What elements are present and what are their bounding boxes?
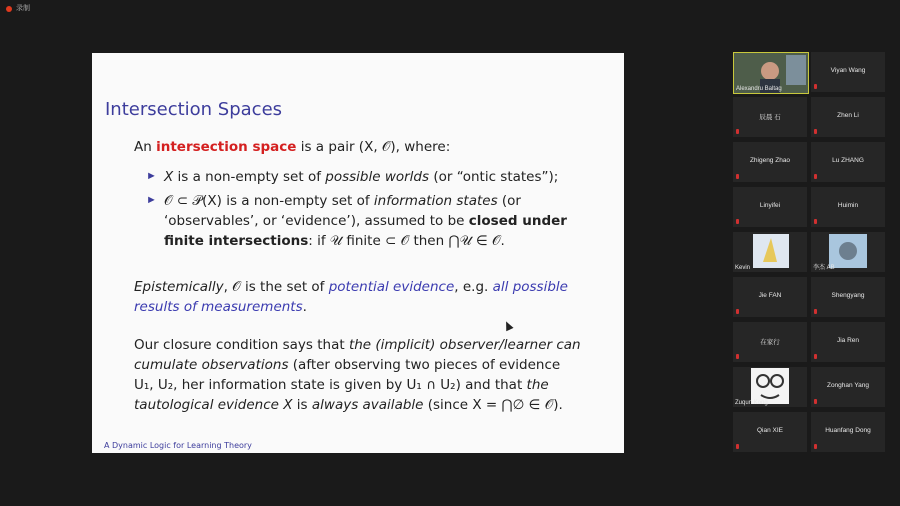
participant-tile[interactable] <box>811 52 885 92</box>
ep1-pe: potential evidence <box>328 279 455 295</box>
participant-tile[interactable] <box>811 232 885 272</box>
slide-title: Intersection Spaces <box>105 99 283 120</box>
mic-muted-icon <box>736 309 739 314</box>
cc4-t4: (since X = ⋂∅ ∈ 𝒪). <box>423 397 563 413</box>
participant-tile[interactable] <box>733 142 807 182</box>
participant-name: Jia Ren <box>836 337 860 344</box>
def-pre: An <box>134 139 157 155</box>
mic-muted-icon <box>814 129 817 134</box>
mic-muted-icon <box>736 354 739 359</box>
b2c-t1: : if 𝒰 finite ⊂ 𝒪 then ⋂𝒰 ∈ 𝒪. <box>308 233 505 249</box>
b2c-fi: finite intersections <box>164 233 309 249</box>
ep2-t: . <box>302 299 307 315</box>
participant-tile[interactable] <box>811 277 885 317</box>
def-post: is a pair (X, 𝒪), where: <box>296 139 451 155</box>
mic-muted-icon <box>736 129 739 134</box>
participant-name: Zuqun Kong <box>735 400 768 406</box>
participant-name: Shengyang <box>831 292 865 299</box>
b1-t1: is a non-empty set of <box>173 169 326 185</box>
participant-name: Lu ZHANG <box>832 157 864 164</box>
participant-tile[interactable] <box>733 232 807 272</box>
closure-line-4 <box>134 397 563 413</box>
mic-muted-icon <box>736 219 739 224</box>
participant-tile[interactable] <box>811 97 885 137</box>
closure-line-3 <box>134 377 549 393</box>
participant-name: Huanfang Dong <box>825 427 871 434</box>
bullet-1 <box>164 169 558 185</box>
participant-name: 辰晨 石 <box>759 114 781 121</box>
participant-tile[interactable] <box>811 142 885 182</box>
b2a-t2: (or <box>497 193 521 209</box>
b2b-t1: ‘observables’, or ‘evidence’), assumed to be <box>164 213 469 229</box>
participant-name: Huimin <box>837 202 859 209</box>
ep1-t2: , e.g. <box>454 279 493 295</box>
participant-name: Zhigeng Zhao <box>749 157 791 164</box>
participant-tile[interactable] <box>811 187 885 227</box>
participant-name: Linyifei <box>759 202 781 209</box>
participant-tile[interactable] <box>811 322 885 362</box>
participant-tile[interactable] <box>733 412 807 452</box>
ep2-rm: results of measurements <box>134 299 303 315</box>
def-term: intersection space <box>156 139 297 155</box>
mic-muted-icon <box>814 219 817 224</box>
b2a-is: information states <box>373 193 498 209</box>
b1-x: X <box>164 169 174 185</box>
cc4-t2: is <box>292 397 312 413</box>
bullet-arrow-icon: ► <box>146 170 157 182</box>
closure-line-1 <box>134 337 581 353</box>
b2a-t1: 𝒪 ⊂ 𝒫(X) is a non-empty set of <box>164 193 374 209</box>
mic-muted-icon <box>814 84 817 89</box>
participant-name: Qian XIE <box>756 427 783 434</box>
cc4-t3: always available <box>311 397 424 413</box>
participant-tile[interactable] <box>733 367 807 407</box>
cc4-t1: tautological evidence X <box>134 397 293 413</box>
ep1-ap: all possible <box>492 279 568 295</box>
epistemic-line-2 <box>134 299 307 315</box>
participant-video-tile[interactable] <box>733 52 809 94</box>
epistemic-line-1 <box>134 279 568 295</box>
recording-icon <box>6 6 12 12</box>
participant-tile[interactable] <box>811 412 885 452</box>
participant-tile[interactable] <box>733 187 807 227</box>
participant-tile[interactable] <box>733 97 807 137</box>
recording-label: 录制 <box>16 5 30 12</box>
participant-name: Jie FAN <box>758 292 782 299</box>
participant-name: Zonghan Yang <box>826 382 870 389</box>
top-bar <box>0 0 900 18</box>
bullet-2-line-2 <box>164 213 567 229</box>
mic-muted-icon <box>736 444 739 449</box>
b2b-cu: closed under <box>468 213 567 229</box>
ep1-t1: , 𝒪 is the set of <box>223 279 329 295</box>
participant-tile[interactable] <box>811 367 885 407</box>
cc1-t1: Our closure condition says that <box>134 337 349 353</box>
shared-slide <box>92 53 624 453</box>
mic-muted-icon <box>814 399 817 404</box>
bullet-2-line-3 <box>164 233 505 249</box>
participant-name: Zhen Li <box>837 112 859 119</box>
mic-muted-icon <box>814 309 817 314</box>
participant-tile[interactable] <box>733 277 807 317</box>
mic-muted-icon <box>814 174 817 179</box>
closure-line-2 <box>134 357 560 373</box>
cc2-t1: cumulate observations <box>134 357 289 373</box>
participant-name: Alexandru Baltag <box>736 86 782 92</box>
participant-name: Viyan Wang <box>830 67 866 74</box>
cc3-t1: U₁, U₂, her information state is given by U₁ ∩ U₂) and that <box>134 377 527 393</box>
cc2-t2: (after observing two pieces of evidence <box>288 357 561 373</box>
participant-name: 李杰 AB <box>813 265 835 271</box>
ep1-e: Epistemically <box>134 279 224 295</box>
participant-name: Kevin <box>735 265 751 271</box>
mic-muted-icon <box>814 444 817 449</box>
participant-tile[interactable] <box>733 322 807 362</box>
participant-name: 在家行 <box>760 339 780 346</box>
b1-t2: (or “ontic states”); <box>429 169 559 185</box>
definition-line <box>134 139 450 155</box>
mic-muted-icon <box>736 174 739 179</box>
cc3-t2: the <box>526 377 549 393</box>
slide-footer: A Dynamic Logic for Learning Theory <box>104 441 252 450</box>
bullet-arrow-icon: ► <box>146 194 157 206</box>
bullet-2-line-1 <box>164 193 521 209</box>
mic-muted-icon <box>814 354 817 359</box>
b1-pw: possible worlds <box>325 169 430 185</box>
cc1-t2: the (implicit) observer/learner can <box>348 337 581 353</box>
